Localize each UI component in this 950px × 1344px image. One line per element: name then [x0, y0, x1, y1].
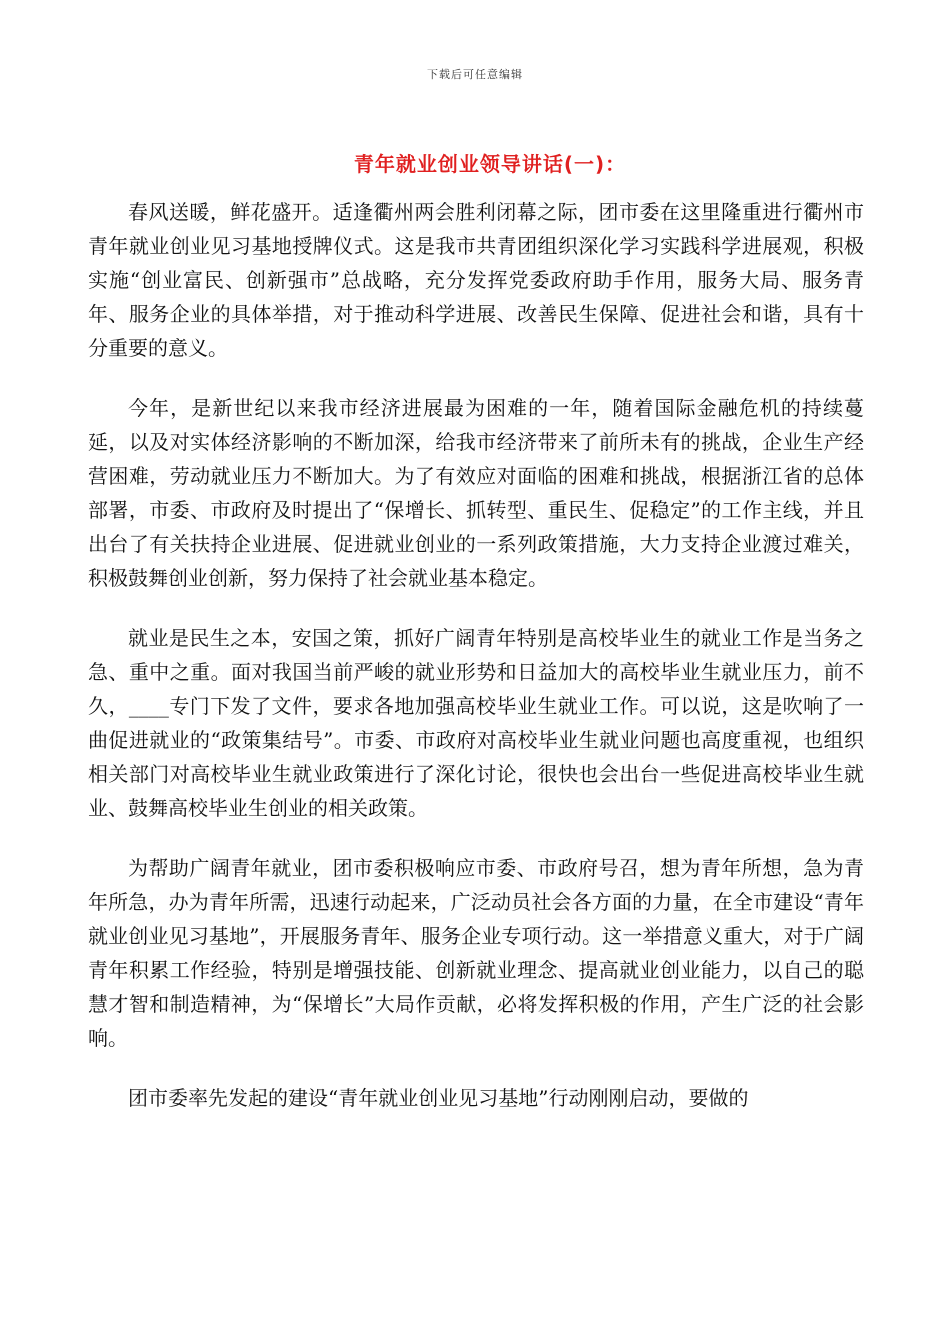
document-title: 青年就业创业领导讲话(一)： — [353, 152, 627, 176]
paragraph-1: 春风送暖，鲜花盛开。适逢衢州两会胜利闭幕之际，团市委在这里隆重进行衢州市青年就业创业见习基地授牌仪式。这是我市共青团组织深化学习实践科学进展观，积极实施“创业富民、创新强市”总战略，充分发挥党委政府助手作用，服务大局、服务青年、服务企业的具体举措，对于推动科学进展、改善民生保障、促进社会和谐，具有十分重要的意义。 — [88, 200, 864, 360]
paragraph-4: 为帮助广阔青年就业，团市委积极响应市委、市政府号召，想为青年所想，急为青年所急，办为青年所需，迅速行动起来，广泛动员社会各方面的力量，在全市建设“青年就业创业见习基地”，开展服务青年、服务企业专项行动。这一举措意义重大，对于广阔青年积累工作经验，特别是增强技能、创新就业理念、提高就业创业能力，以自己的聪慧才智和制造精神，为“保增长”大局作贡献，必将发挥积极的作用，产生广泛的社会影响。 — [88, 856, 864, 1050]
paragraph-3: 就业是民生之本，安国之策，抓好广阔青年特别是高校毕业生的就业工作是当务之急、重中之重。面对我国当前严峻的就业形势和日益加大的高校毕业生就业压力，前不久，____专门下发了文件，要求各地加强高校毕业生就业工作。可以说，这是吹响了一曲促进就业的“政策集结号”。市委、市政府对高校毕业生就业问题也高度重视，也组织相关部门对高校毕业生就业政策进行了深化讨论，很快也会出台一些促进高校毕业生就业、鼓舞高校毕业生创业的相关政策。 — [88, 626, 864, 820]
paragraph-5: 团市委率先发起的建设“青年就业创业见习基地”行动刚刚启动，要做的 — [128, 1086, 749, 1110]
header-note: 下载后可任意编辑 — [427, 68, 523, 81]
document-body — [88, 195, 864, 1141]
paragraph-2: 今年，是新世纪以来我市经济进展最为困难的一年，随着国际金融危机的持续蔓延，以及对实体经济影响的不断加深，给我市经济带来了前所未有的挑战，企业生产经营困难，劳动就业压力不断加大。为了有效应对面临的困难和挑战，根据浙江省的总体部署，市委、市政府及时提出了“保增长、抓转型、重民生、促稳定”的工作主线，并且出台了有关扶持企业进展、促进就业创业的一系列政策措施，大力支持企业渡过难关，积极鼓舞创业创新，努力保持了社会就业基本稳定。 — [88, 396, 864, 590]
